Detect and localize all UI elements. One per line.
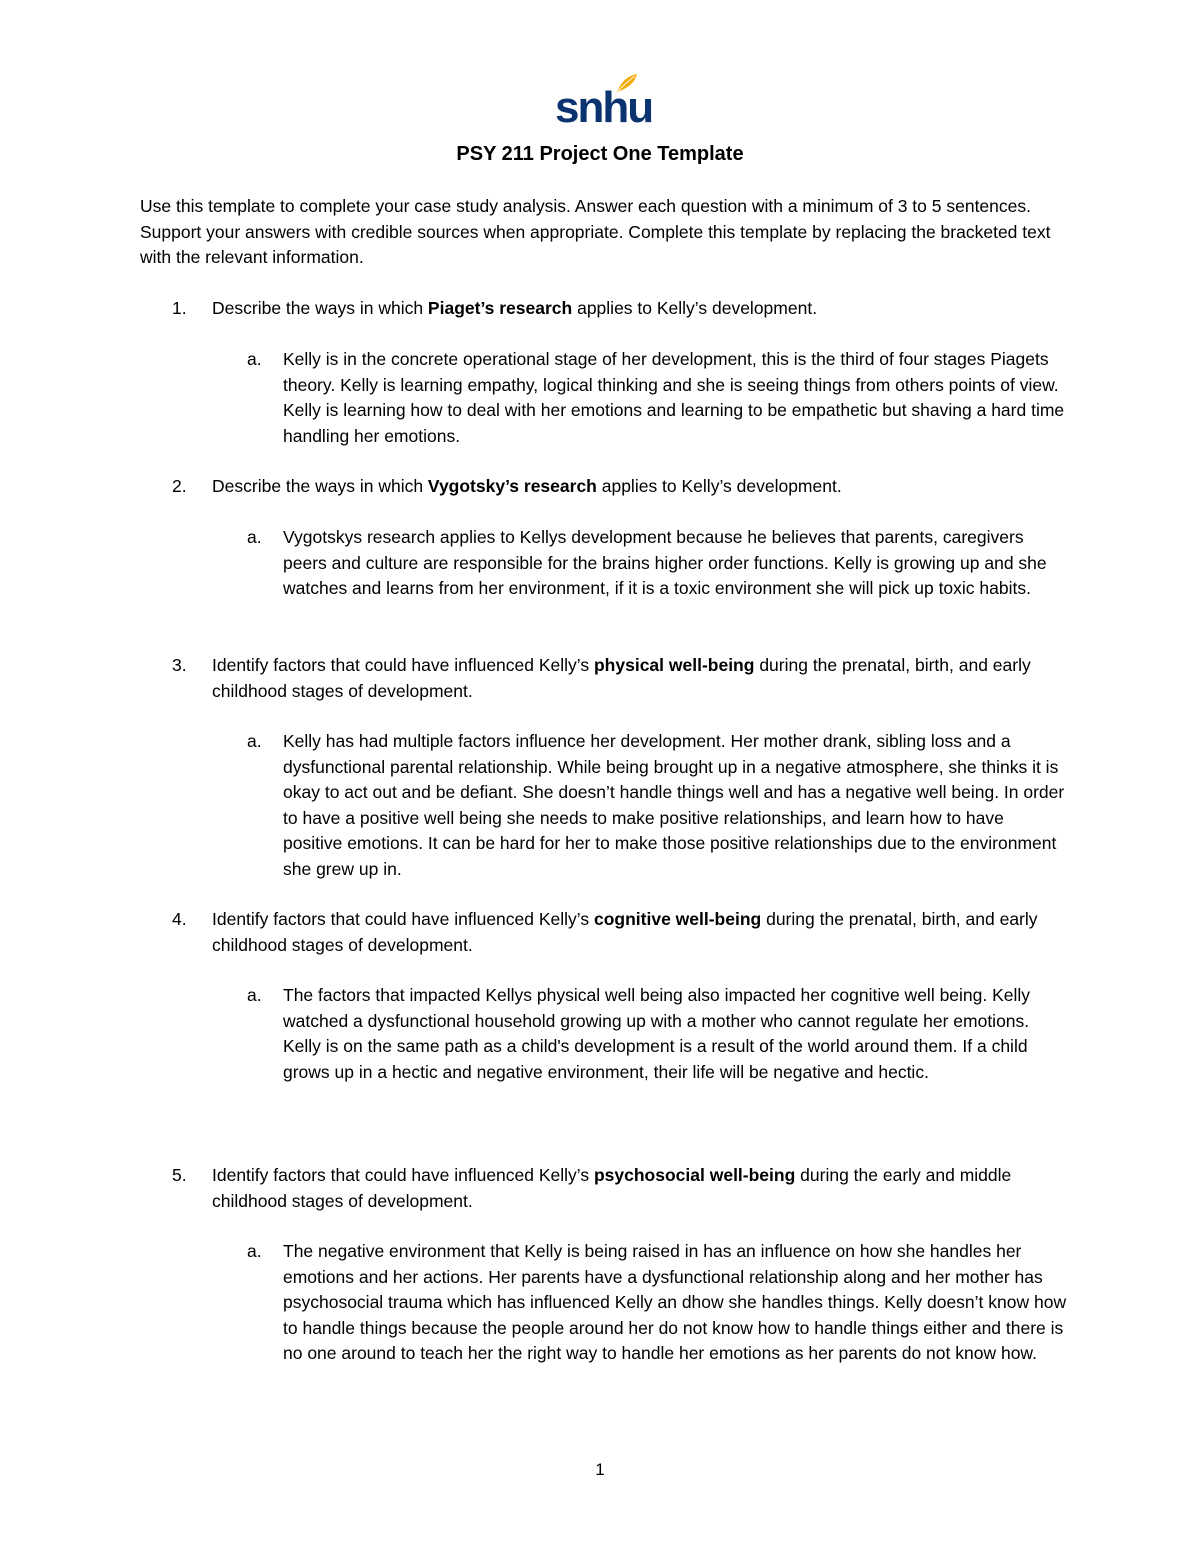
answer-text: The negative environment that Kelly is being raised in has an influence on how she handles her emotions and her actions. Her parents have a dysfunctional relationship along and her mother has psychosocial trauma which has influenced Kelly an dhow she handles things. Kelly doesn’t know how to handle things because the people around her do not know how to handle things either and there is no one around to teach her the right way to handle her emotions as her parents do not know how. (283, 1241, 1067, 1363)
answer-5 (247, 1239, 1067, 1367)
question-text: Describe the ways in which Piaget’s research applies to Kelly’s development. (212, 298, 818, 318)
answer-text: Kelly is in the concrete operational stage of her development, this is the third of four stages Piagets theory. Kelly is learning empathy, logical thinking and she is seeing things from others points of view. Kelly is learning how to deal with her emotions and learning to be empathetic but shaving a hard time handling her emotions. (283, 349, 1065, 446)
answer-2 (247, 525, 1067, 602)
logo-text: snhu (555, 83, 653, 132)
question-2 (172, 474, 1067, 500)
question-text: Identify factors that could have influenced Kelly’s physical well-being during the prenatal, birth, and early childhood stages of development. (212, 655, 1031, 701)
question-number: 3. (172, 655, 187, 675)
question-number: 5. (172, 1165, 187, 1185)
answer-letter: a. (247, 985, 262, 1005)
intro-paragraph: Use this template to complete your case study analysis. Answer each question with a minimum of 3 to 5 sentences. Support your answers with credible sources when appropriate. Complete this template by replacing the bracketed text with the relevant information. (140, 196, 1051, 267)
question-number: 2. (172, 476, 187, 496)
question-number: 1. (172, 298, 187, 318)
question-number: 4. (172, 909, 187, 929)
page-title: PSY 211 Project One Template (456, 143, 744, 165)
answer-text: The factors that impacted Kellys physical well being also impacted her cognitive well being. Kelly watched a dysfunctional household growing up with a mother who cannot regulate her emotions. Kelly is on the same path as a child's development is a result of the world around them. If a child grows up in a hectic and negative environment, their life will be negative and hectic. (283, 985, 1031, 1082)
answer-text: Kelly has had multiple factors influence her development. Her mother drank, sibling loss and a dysfunctional parental relationship. While being brought up in a negative atmosphere, she thinks it is okay to act out and be defiant. She doesn’t handle things well and has a negative well being. In order to have a positive well being she needs to make positive relationships, and learn how to have positive emotions. It can be hard for her to make those positive relationships due to the environment she grew up in. (283, 731, 1065, 879)
answer-text: Vygotskys research applies to Kellys development because he believes that parents, caregivers peers and culture are responsible for the brains higher order functions. Kelly is growing up and she watches and learns from her environment, if it is a toxic environment she will pick up toxic habits. (283, 527, 1047, 598)
question-1 (172, 296, 1067, 322)
question-text: Identify factors that could have influenced Kelly’s cognitive well-being during the prenatal, birth, and early childhood stages of development. (212, 909, 1038, 955)
question-text: Describe the ways in which Vygotsky’s research applies to Kelly’s development. (212, 476, 842, 496)
question-5 (172, 1163, 1067, 1214)
question-4 (172, 907, 1067, 958)
answer-1 (247, 347, 1067, 449)
answer-4 (247, 983, 1067, 1085)
answer-3 (247, 729, 1067, 882)
page-number: 1 (595, 1460, 605, 1479)
answer-letter: a. (247, 349, 262, 369)
answer-letter: a. (247, 1241, 262, 1261)
answer-letter: a. (247, 527, 262, 547)
question-text: Identify factors that could have influenced Kelly’s psychosocial well-being during the early and middle childhood stages of development. (212, 1165, 1012, 1211)
snhu-logo (555, 72, 653, 134)
answer-letter: a. (247, 731, 262, 751)
question-3 (172, 653, 1067, 704)
